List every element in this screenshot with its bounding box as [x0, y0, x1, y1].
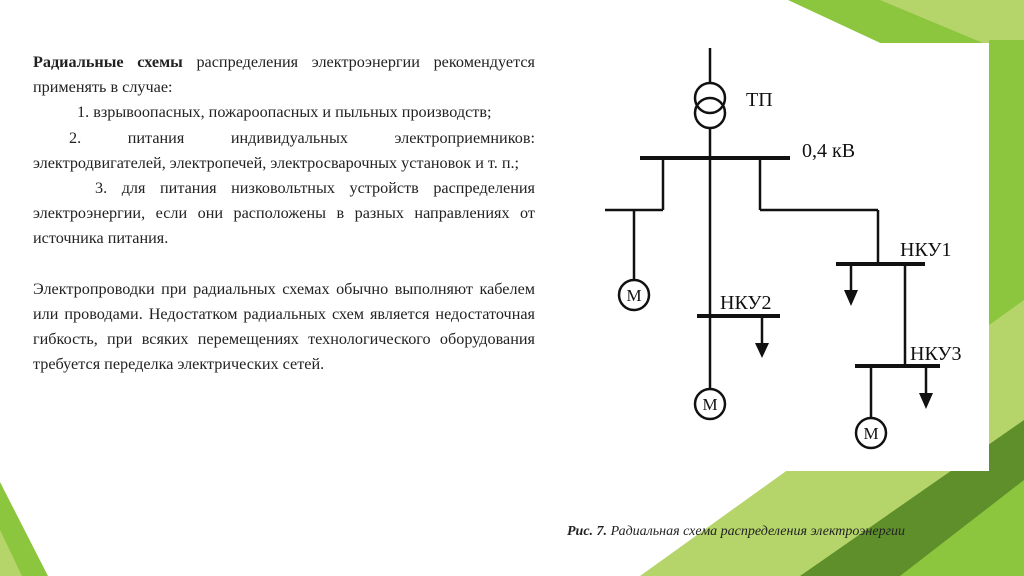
tp-label: ТП — [746, 89, 773, 111]
nku2-label: НКУ2 — [720, 292, 772, 314]
left-motor-label: М — [626, 286, 642, 305]
nku3-load-arrow — [919, 393, 933, 409]
nku3-motor-label: М — [863, 424, 879, 443]
intro-bold: Радиальные схемы — [33, 53, 183, 71]
radial-scheme-diagram — [583, 43, 989, 471]
nku3-label: НКУ3 — [910, 343, 962, 365]
intro-rest: распределения электроэнергии рекомендуется применять в случае: — [33, 53, 535, 97]
list-item-1: 1. взрывоопасных, пожароопасных и пыльных производств; — [77, 103, 492, 122]
caption-text: Радиальная схема распределения электроэнергии — [607, 524, 906, 539]
paragraph-gap — [33, 252, 535, 277]
list-item-2: 2. питания индивидуальных электроприемников: электродвигателей, электропечей, электросварочных установок и т. п.; — [33, 128, 535, 172]
list-item-3: 3. для питания низковольтных устройств распределения электроэнергии, если они расположены в разных направлениях от источника питания. — [33, 179, 535, 248]
radial-scheme-figure — [583, 43, 989, 471]
nku2-load-arrow — [755, 343, 769, 358]
center-motor-label: М — [702, 395, 718, 414]
caption-prefix: Рис. 7. — [567, 524, 608, 539]
nku1-label: НКУ1 — [900, 239, 952, 261]
figure-caption — [567, 524, 1007, 540]
second-paragraph: Электропроводки при радиальных схемах обычно выполняют кабелем или проводами. Недостатком радиальных схем является недостаточная гибкость, при всяких перемещениях технологического оборудования требуется переделка электрических сетей. — [33, 279, 535, 374]
nku1-load-arrow — [844, 290, 858, 306]
intro-paragraph — [33, 50, 535, 100]
main-text — [33, 50, 535, 377]
voltage-label: 0,4 кВ — [802, 140, 856, 162]
